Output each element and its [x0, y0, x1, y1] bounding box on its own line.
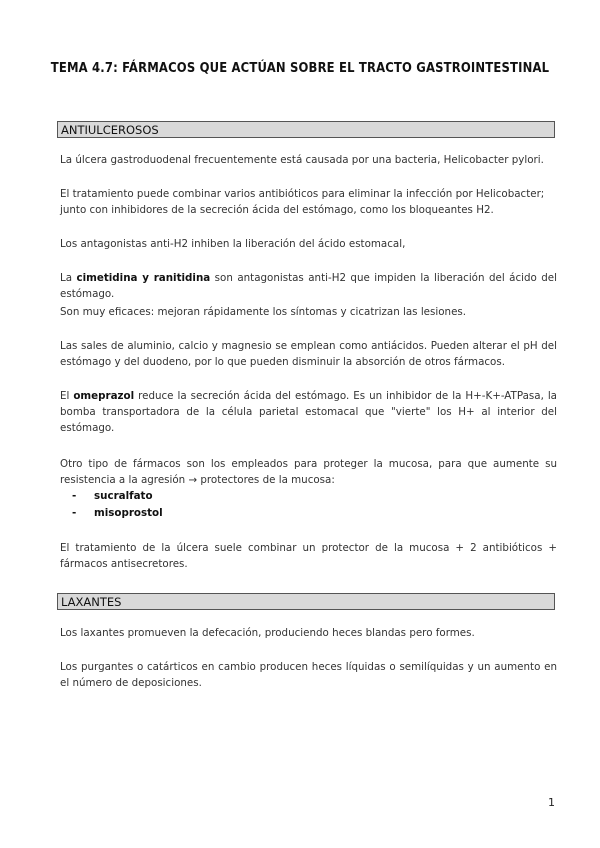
paragraph-sales: Las sales de aluminio, calcio y magnesio se emplean como antiácidos. Pueden alterar el pH del estómago y del duodeno, por lo que pueden disminuir la absorción de otros fármacos. [60, 340, 557, 368]
paragraph-tratamiento-ulcera: El tratamiento de la úlcera suele combinar un protector de la mucosa + 2 antibióticos + fármacos antisecretores. [60, 542, 557, 570]
paragraph-tratamiento: El tratamiento puede combinar varios antibióticos para eliminar la infección por Helicobacter; junto con inhibidores de la secreción ácida del estómago, como los bloqueantes H2. [60, 188, 545, 216]
paragraph-cimetidina: La cimetidina y ranitidina son antagonistas anti-H2 que impiden la liberación del ácido del estómago. [60, 272, 557, 300]
paragraph-purgantes: Los purgantes o catárticos en cambio producen heces líquidas o semilíquidas y un aumento en el número de deposiciones. [60, 661, 557, 689]
bold-omeprazol: omeprazol [73, 390, 135, 402]
paragraph-omeprazol: El omeprazol reduce la secreción ácida del estómago. Es un inhibidor de la H+-K+-ATPasa, la bomba transportadora de la célula parietal estomacal que "vierte" los H+ al interior del estómago. [60, 390, 557, 434]
list-item: - sucralfato [72, 490, 153, 502]
paragraph-eficaces: Son muy eficaces: mejoran rápidamente los síntomas y cicatrizan las lesiones. [60, 306, 467, 318]
protectores-list [72, 488, 163, 522]
section-header-laxantes: LAXANTES [57, 593, 555, 610]
list-item: - misoprostol [72, 507, 163, 519]
page-number: 1 [548, 796, 555, 809]
bold-cimetidina-ranitidina: cimetidina y ranitidina [76, 272, 211, 284]
paragraph-protectores: Otro tipo de fármacos son los empleados para proteger la mucosa, para que aumente su resistencia a la agresión → protectores de la mucosa: [60, 458, 557, 486]
paragraph-helicobacter: La úlcera gastroduodenal frecuentemente está causada por una bacteria, Helicobacter pylori. [60, 154, 544, 166]
paragraph-laxantes: Los laxantes promueven la defecación, produciendo heces blandas pero formes. [60, 627, 475, 639]
paragraph-antagonistas: Los antagonistas anti-H2 inhiben la liberación del ácido estomacal, [60, 238, 406, 250]
section-header-antiulcerosos: ANTIULCEROSOS [57, 121, 555, 138]
page-title: TEMA 4.7: FÁRMACOS QUE ACTÚAN SOBRE EL TRACTO GASTROINTESTINAL [50, 60, 550, 76]
